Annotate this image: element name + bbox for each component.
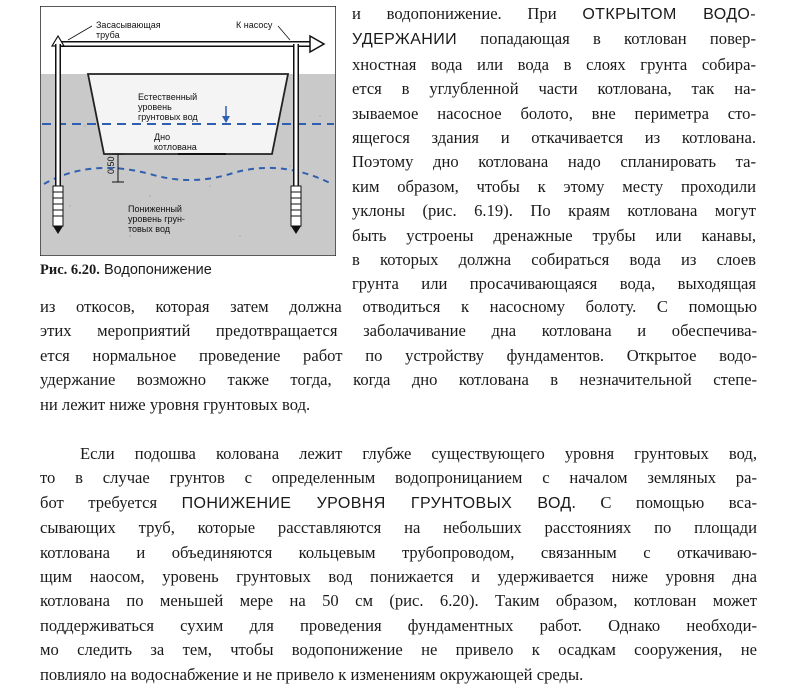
label-lowered-gw-1: Пониженный (128, 204, 182, 214)
text-line: УДЕРЖАНИИ попадающая в котлован повер- (352, 29, 756, 49)
dewatering-diagram (40, 6, 336, 256)
text-line: Если подошва колована лежит глубже существующего уровня грунтовых вод, (80, 444, 757, 463)
text-line: в которых должна собираться вода из слоев (352, 250, 756, 270)
text-line: удержание возможно также тогда, когда дно котлована в незначительной степе- (40, 370, 757, 390)
side-text-column (352, 2, 756, 297)
label-lowered-gw-2: уровень грун- (128, 214, 185, 224)
label-natural-gw-3: грунтовых вод (138, 112, 198, 122)
caption-number: Рис. 6.20. (40, 262, 100, 278)
caption-text: Водопонижение (103, 262, 212, 278)
text-line: этих мероприятий предотвращается заболачивание дна котлована и обеспечива- (40, 321, 757, 341)
text-line: котлована по меньшей мере на 50 см (рис. 6.20). Таким образом, котлован может (40, 591, 757, 611)
text-line: быть устроены дренажные трубы или канавы, (352, 225, 756, 245)
label-suction-pipe-1: Засасывающая (96, 20, 161, 30)
dimension-label: 0,50 (106, 156, 116, 174)
text-line: мо следить за тем, чтобы водопонижение не привело к осадкам сооружения, не (40, 640, 757, 660)
text-line: котлована и объединяются кольцевым трубопроводом, связанным с откачиваю- (40, 542, 757, 562)
paragraph-2 (40, 442, 757, 687)
label-pit-bottom-1: Дно (154, 132, 171, 142)
text-line: ется в углубленной части котлована, так на- (352, 79, 756, 99)
text-line: и водопонижение. При ОТКРЫТОМ ВОДО- (352, 4, 756, 23)
text-line: ящегося здания и откачивается из котлована. (352, 128, 756, 148)
text-line: повлияло на водоснабжение и не привело к изменениям окружающей среды. (40, 664, 584, 684)
label-natural-gw-1: Естественный (138, 92, 198, 102)
text-line: зываемое насосное болото, вне периметра сто- (352, 103, 756, 123)
text-line: грунта или просачивающаяся вода, выходящая (352, 274, 756, 294)
text-line: бот требуется ПОНИЖЕНИЕ УРОВНЯ ГРУНТОВЫХ ВОД. С помощью вса- (40, 492, 757, 512)
label-pit-bottom-2: котлована (154, 142, 197, 152)
text-line: ким образом, чтобы к этому месту проходили (352, 176, 756, 196)
text-line: хностная вода или вода в слоях грунта собира- (352, 54, 756, 74)
label-lowered-gw-3: товых вод (128, 224, 171, 234)
paragraph-1 (40, 295, 757, 417)
label-natural-gw-2: уровень (138, 102, 172, 112)
text-line: Поэтому дно котлована надо спланировать та- (352, 152, 756, 172)
text-line: щим наосом, уровень грунтовых вод понижается и удерживается ниже уровня дна (40, 567, 757, 587)
text-line: ни лежит ниже уровня грунтовых вод. (40, 394, 311, 414)
text-line: поддерживаться сухим для проведения фундаментных работ. Однако необходи- (40, 615, 757, 635)
text-line: то в случае грунтов с определенным водопроницанием с началом земляных ра- (40, 468, 757, 488)
figure-caption (40, 262, 340, 279)
label-to-pump: К насосу (236, 20, 273, 30)
text-line: из откосов, которая затем должна отводиться к насосному болоту. С помощью (40, 297, 757, 316)
text-line: уклоны (рис. 6.19). По краям котлована могут (352, 201, 756, 221)
text-line: сывающих труб, которые расставляются на небольших расстояниях по площади (40, 518, 757, 538)
text-line: ется нормальное проведение работ по устройству фундаментов. Открытое водо- (40, 345, 757, 365)
label-suction-pipe-2: труба (96, 30, 120, 40)
figure-dewatering (40, 6, 336, 256)
